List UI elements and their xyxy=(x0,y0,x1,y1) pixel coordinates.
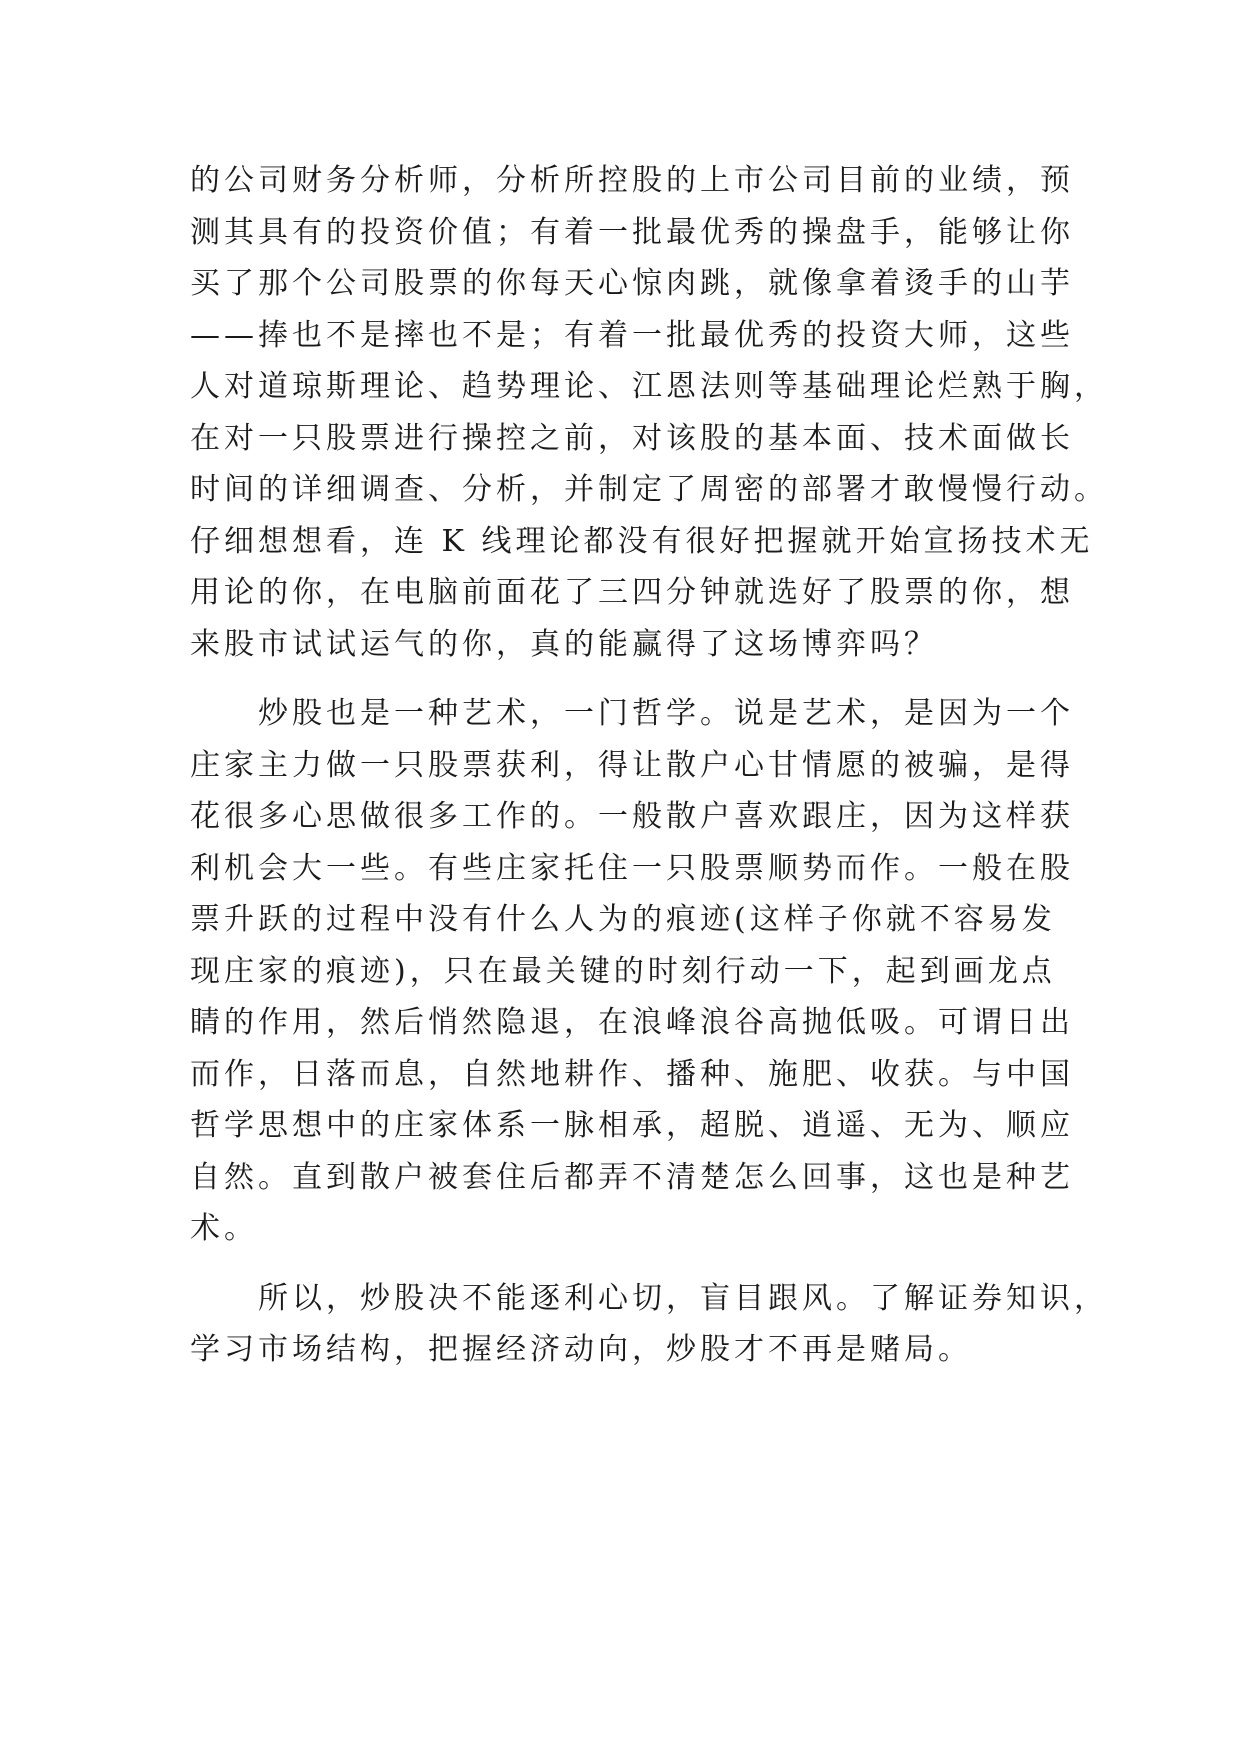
paragraph-2 xyxy=(190,695,1074,1262)
text-line: 炒股也是一种艺术，一门哲学。说是艺术，是因为一个 xyxy=(258,696,1074,731)
paragraph-spacer xyxy=(190,1262,1050,1280)
text-line: 用论的你，在电脑前面花了三四分钟就选好了股票的你，想 xyxy=(190,575,1074,610)
text-line: 测其具有的投资价值；有着一批最优秀的操盘手，能够让你 xyxy=(190,214,1074,250)
paragraph-spacer xyxy=(190,677,1050,695)
text-line: 花很多心思做很多工作的。一般散户喜欢跟庄，因为这样获 xyxy=(190,799,1074,834)
text-line: 时间的详细调查、分析，并制定了周密的部署才敢慢慢行动。 xyxy=(190,472,1108,507)
document-body xyxy=(190,162,1108,1383)
text-line: 利机会大一些。有些庄家托住一只股票顺势而作。一般在股 xyxy=(190,850,1074,886)
text-line: 术。 xyxy=(190,1211,258,1246)
text-line: 票升跃的过程中没有什么人为的痕迹(这样子你就不容易发 xyxy=(190,902,1056,937)
text-line: 的公司财务分析师，分析所控股的上市公司目前的业绩，预 xyxy=(190,163,1074,198)
paragraph-3 xyxy=(190,1280,1108,1383)
text-line: 而作，日落而息，自然地耕作、播种、施肥、收获。与中国 xyxy=(190,1056,1074,1092)
text-line: 学习市场结构，把握经济动向，炒股才不再是赌局。 xyxy=(190,1332,972,1367)
text-line: 庄家主力做一只股票获利，得让散户心甘情愿的被骗，是得 xyxy=(190,747,1074,783)
text-line: 自然。直到散户被套住后都弄不清楚怎么回事，这也是种艺 xyxy=(190,1159,1074,1195)
text-line: ——捧也不是摔也不是；有着一批最优秀的投资大师，这些 xyxy=(190,317,1074,353)
text-line: 所以，炒股决不能逐利心切，盲目跟风。了解证券知识， xyxy=(258,1280,1108,1316)
text-line: 仔细想想看，连 K 线理论都没有很好把握就开始宣扬技术无 xyxy=(190,523,1094,559)
paragraph-1 xyxy=(190,162,1108,677)
text-line: 来股市试试运气的你，真的能赢得了这场博弈吗？ xyxy=(190,626,938,662)
text-line: 买了那个公司股票的你每天心惊肉跳，就像拿着烫手的山芋 xyxy=(190,266,1074,301)
text-line: 哲学思想中的庄家体系一脉相承，超脱、逍遥、无为、顺应 xyxy=(190,1108,1074,1143)
text-line: 在对一只股票进行操控之前，对该股的基本面、技术面做长 xyxy=(190,420,1074,456)
text-line: 人对道琼斯理论、趋势理论、江恩法则等基础理论烂熟于胸， xyxy=(190,369,1108,404)
text-line: 现庄家的痕迹)，只在最关键的时刻行动一下，起到画龙点 xyxy=(190,953,1056,989)
text-line: 睛的作用，然后悄然隐退，在浪峰浪谷高抛低吸。可谓日出 xyxy=(190,1005,1074,1040)
